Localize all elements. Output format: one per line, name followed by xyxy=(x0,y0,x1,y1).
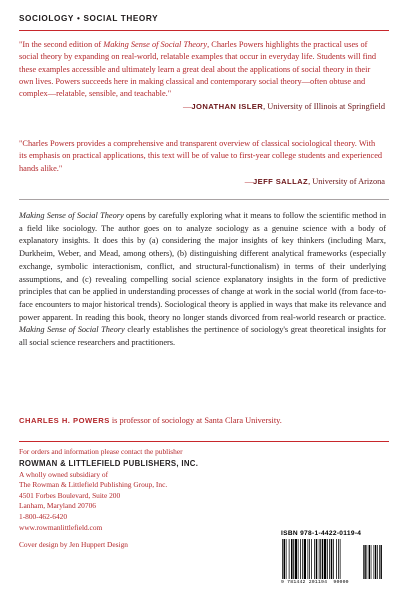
parent-company: The Rowman & Littlefield Publishing Group, Inc. xyxy=(19,480,168,490)
reviewer-name: JEFF SALLAZ xyxy=(253,176,309,186)
book-description xyxy=(19,210,386,350)
description-book-title: Making Sense of Social Theory xyxy=(19,211,124,220)
author-bio xyxy=(19,415,389,427)
top-divider xyxy=(19,30,389,31)
reviewer-affiliation: , University of Illinois at Springfield xyxy=(263,102,385,112)
cover-design-credit: Cover design by Jen Huppert Design xyxy=(19,540,128,550)
barcode-addon-digits: 90000 xyxy=(333,580,349,585)
reviewer-name: JONATHAN ISLER xyxy=(191,102,264,112)
author-bio-text: is professor of sociology at Santa Clara University. xyxy=(109,416,282,425)
quote-text: "Charles Powers provides a comprehensive and transparent overview of classical sociological theory. With its emphasis on practical applications, this text will be of value to first-year college students and experienced hands alike." xyxy=(19,139,383,173)
barcode-digits xyxy=(281,580,387,585)
publisher-name: ROWMAN & LITTLEFIELD PUBLISHERS, INC. xyxy=(19,458,199,468)
attribution-dash: — xyxy=(183,102,192,112)
subsidiary-line: A wholly owned subsidiary of xyxy=(19,469,109,479)
quote-attribution xyxy=(19,176,385,188)
barcode-main-digits: 9 781442 201194 xyxy=(281,580,328,585)
reviewer-affiliation: , University of Arizona xyxy=(308,176,385,186)
blurb-divider xyxy=(19,199,389,200)
category-separator: • xyxy=(77,14,81,23)
isbn-barcode xyxy=(281,530,387,590)
barcode-icon xyxy=(281,539,387,580)
attribution-dash: — xyxy=(244,176,254,186)
spacer xyxy=(19,533,269,540)
quote-attribution xyxy=(19,101,385,113)
category-social-theory: SOCIAL THEORY xyxy=(83,14,159,23)
address-line-1: 4501 Forbes Boulevard, Suite 200 xyxy=(19,490,121,500)
description-text: clearly establishes the pertinence of sociology's great theoretical insights for all social science researchers and practitioners. xyxy=(19,325,386,348)
review-quote-sallaz xyxy=(19,138,385,188)
review-quote-isler xyxy=(19,39,385,114)
quote-book-title: Making Sense of Social Theory xyxy=(103,40,208,49)
bio-divider xyxy=(19,441,389,442)
author-name: CHARLES H. POWERS xyxy=(19,416,110,425)
address-line-2: Lanham, Maryland 20706 xyxy=(19,501,96,511)
quote-text: , Charles Powers highlights the practical uses of social theory by expanding on real-world, relatable examples that occur in everyday life. Students will find these examples accessible and ultimately learn a great deal about the applications of social theory in their own lives. Powers succeeds here in making classical and contemporary social theory—often obtuse and complex—relatable, sensible, and teachable." xyxy=(19,40,377,99)
orders-line: For orders and information please contact the publisher xyxy=(19,447,183,456)
category-sociology: SOCIOLOGY xyxy=(19,14,74,23)
quote-text: "In the second edition of xyxy=(19,40,104,49)
publisher-phone: 1-800-462-6420 xyxy=(19,511,68,521)
publisher-info xyxy=(19,447,269,551)
description-book-title: Making Sense of Social Theory xyxy=(19,325,125,335)
isbn-number: ISBN 978-1-4422-0119-4 xyxy=(281,530,362,537)
description-text: opens by carefully exploring what it means to follow the scientific method in a field like sociology. The author goes on to analyze sociology as a genuine science with a body of explanatory insights. It does this by (a) considering the major insights of key thinkers (including Marx, Durkheim, Weber, and Mead, among others), (b) distinguishing different analytical frameworks (especially exchange, symbolic interactionism, conflict, and structural-functionalism) in terms of their underlying assumptions, and (c) revealing compelling social science explanatory insights in the form of predictive principles that can be applied in understanding processes of change at work in the social world (from face-to-face encounters to major historical trends). Sociological theory is applied in ways that make its relevance and power apparent. In reading this book, theory no longer stands divorced from real-world research or practice. xyxy=(19,211,386,322)
publisher-website: www.rowmanlittlefield.com xyxy=(19,522,103,532)
category-label xyxy=(19,14,158,23)
